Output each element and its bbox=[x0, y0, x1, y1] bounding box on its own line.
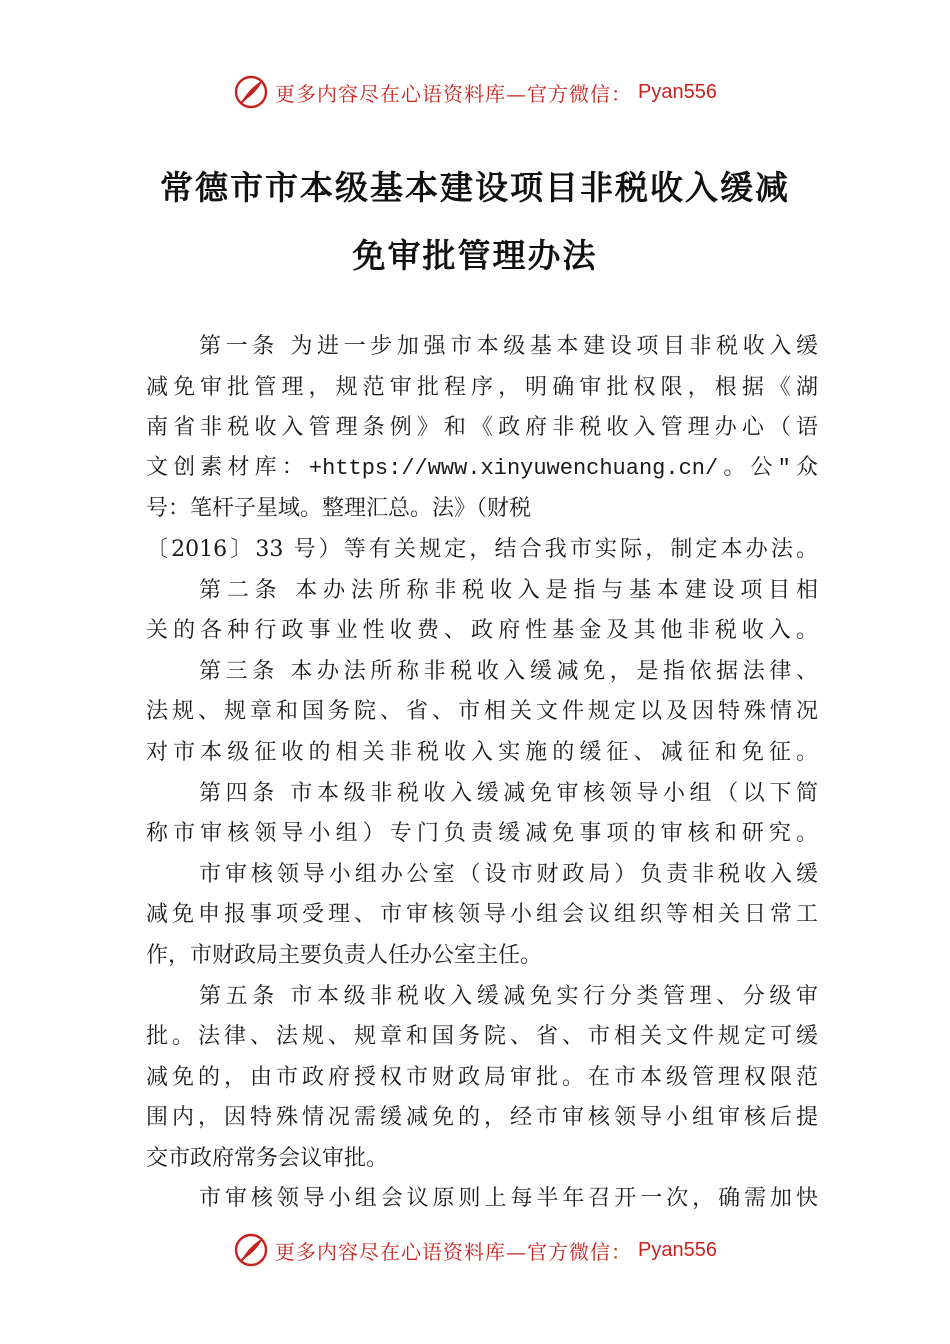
text-line: 对市本级征收的相关非税收入实施的缓征、减征和免征。 bbox=[146, 739, 818, 765]
text-line: 市审核领导小组会议原则上每半年召开一次，确需加快 bbox=[199, 1186, 818, 1212]
text-line: 关的各种行政事业性收费、政府性基金及其他非税收入。 bbox=[146, 618, 818, 644]
text-line: 第五条 市本级非税收入缓减免实行分类管理、分级审 bbox=[199, 983, 818, 1009]
watermark-text: 更多内容尽在心语资料库—官方微信： bbox=[275, 1239, 633, 1264]
text-line: 交市政府常务会议审批。 bbox=[146, 1145, 389, 1171]
text-line: 文创素材库：+https://www.xinyuwenchuang.cn/。公"众 bbox=[146, 455, 818, 481]
text-line: 号：笔杆子星域。整理汇总。法》（财税 bbox=[146, 496, 532, 522]
text-line: 法规、规章和国务院、省、市相关文件规定以及因特殊情况 bbox=[146, 699, 818, 725]
watermark-banner-top bbox=[0, 72, 950, 112]
watermark-text: 更多内容尽在心语资料库—官方微信： bbox=[275, 81, 633, 106]
text-line: 南省非税收入管理条例》和《政府非税收入管理办心（语 bbox=[146, 415, 818, 441]
watermark-wechat-id: Pyan556 bbox=[638, 80, 717, 103]
text-line: 称市审核领导小组）专门负责缓减免事项的审核和研究。 bbox=[146, 821, 818, 847]
text-line: 市审核领导小组办公室（设市财政局）负责非税收入缓 bbox=[199, 861, 818, 887]
text-line: 第三条 本办法所称非税收入缓减免，是指依据法律、 bbox=[199, 658, 818, 684]
text-line: 〔2016〕33 号）等有关规定，结合我市实际，制定本办法。 bbox=[146, 536, 818, 562]
text-line: 减免审批管理，规范审批程序，明确审批权限，根据《湖 bbox=[146, 374, 818, 400]
document-body bbox=[146, 327, 818, 1220]
watermark-banner-bottom bbox=[0, 1230, 950, 1270]
text-line: 第四条 市本级非税收入缓减免审核领导小组（以下简 bbox=[199, 780, 818, 806]
text-line: 第二条 本办法所称非税收入是指与基本建设项目相 bbox=[199, 577, 818, 603]
document-title-line-1: 常德市市本级基本建设项目非税收入缓减 bbox=[160, 168, 790, 207]
text-line: 批。法律、法规、规章和国务院、省、市相关文件规定可缓 bbox=[146, 1024, 818, 1050]
quill-logo-icon bbox=[233, 74, 269, 110]
watermark-wechat-id: Pyan556 bbox=[638, 1238, 717, 1261]
text-line: 作，市财政局主要负责人任办公室主任。 bbox=[146, 942, 543, 968]
text-line: 减免的，由市政府授权市财政局审批。在市本级管理权限范 bbox=[146, 1064, 818, 1090]
quill-logo-icon bbox=[233, 1232, 269, 1268]
document-title-line-2: 免审批管理办法 bbox=[352, 236, 598, 275]
text-line: 围内，因特殊情况需缓减免的，经市审核领导小组审核后提 bbox=[146, 1105, 818, 1131]
text-line: 减免申报事项受理、市审核领导小组会议组织等相关日常工 bbox=[146, 902, 818, 928]
text-line: 第一条 为进一步加强市本级基本建设项目非税收入缓 bbox=[199, 334, 818, 359]
